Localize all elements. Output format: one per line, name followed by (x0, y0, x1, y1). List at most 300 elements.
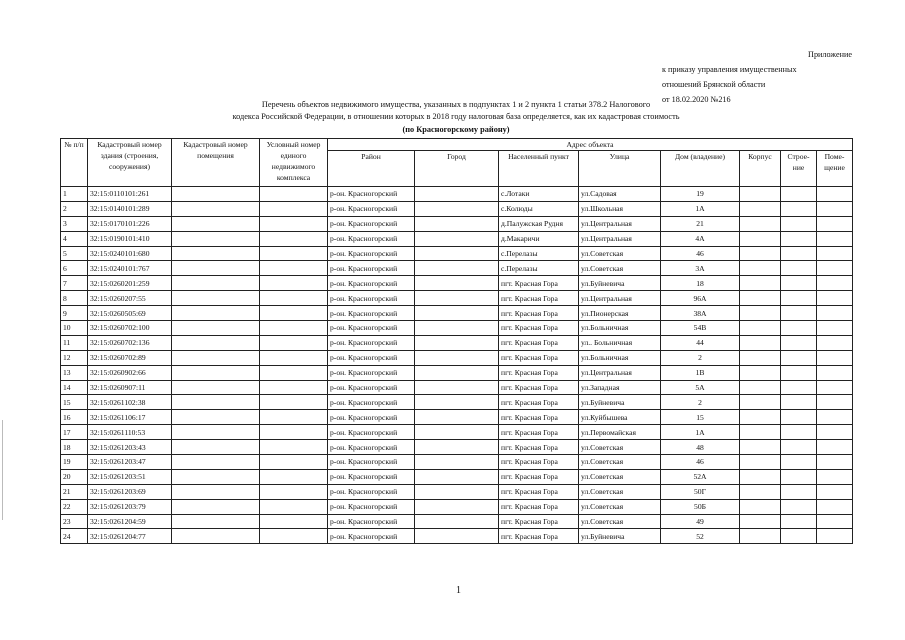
cell-street: ул.Первомайская (579, 425, 661, 440)
cell-district: р-он. Красногорский (328, 440, 415, 455)
cell-stroenie (781, 291, 817, 306)
cell-city (415, 440, 499, 455)
cell-settlement: пгт. Красная Гора (499, 469, 579, 484)
cell-settlement: пгт. Красная Гора (499, 440, 579, 455)
cell-num: 11 (61, 335, 88, 350)
cell-district: р-он. Красногорский (328, 529, 415, 544)
cell-city (415, 261, 499, 276)
cell-district: р-он. Красногорский (328, 291, 415, 306)
cell-korpus (740, 246, 781, 261)
cell-cad-building: 32:15:0190101:410 (88, 231, 172, 246)
cell-district: р-он. Красногорский (328, 484, 415, 499)
table-row (61, 514, 853, 529)
cell-house: 18 (661, 276, 740, 291)
table-row (61, 440, 853, 455)
table-row (61, 306, 853, 321)
cell-district: р-он. Красногорский (328, 395, 415, 410)
cell-stroenie (781, 187, 817, 202)
cell-district: р-он. Красногорский (328, 201, 415, 216)
header-num: № п/п (61, 139, 88, 187)
cell-num: 17 (61, 425, 88, 440)
cell-num: 6 (61, 261, 88, 276)
cell-house: 38А (661, 306, 740, 321)
cell-city (415, 350, 499, 365)
cell-stroenie (781, 499, 817, 514)
cell-pomeshenie (817, 499, 853, 514)
cell-district: р-он. Красногорский (328, 216, 415, 231)
cell-street: ул.Буйневича (579, 529, 661, 544)
cell-street: ул.Советская (579, 514, 661, 529)
cell-street: ул.Советская (579, 484, 661, 499)
scan-edge-mark (2, 420, 3, 520)
cell-district: р-он. Красногорский (328, 350, 415, 365)
cell-district: р-он. Красногорский (328, 321, 415, 336)
register-body (61, 187, 853, 544)
header-cad-room: Кадастровый номер помещения (172, 139, 260, 187)
table-row (61, 216, 853, 231)
cell-cad-building: 32:15:0261102:38 (88, 395, 172, 410)
cell-stroenie (781, 335, 817, 350)
cell-stroenie (781, 261, 817, 276)
cell-stroenie (781, 395, 817, 410)
cell-cond-num (260, 499, 328, 514)
cell-num: 7 (61, 276, 88, 291)
cell-stroenie (781, 380, 817, 395)
cell-cad-room (172, 350, 260, 365)
cell-cad-room (172, 455, 260, 470)
cell-cond-num (260, 321, 328, 336)
cell-city (415, 380, 499, 395)
cell-cad-room (172, 276, 260, 291)
cell-street: ул.Школьная (579, 201, 661, 216)
cell-pomeshenie (817, 261, 853, 276)
cell-cad-room (172, 306, 260, 321)
table-row (61, 335, 853, 350)
header-district: Район (328, 151, 415, 187)
cell-settlement: пгт. Красная Гора (499, 425, 579, 440)
cell-street: ул.Центральная (579, 216, 661, 231)
cell-house: 2 (661, 395, 740, 410)
header-korpus: Корпус (740, 151, 781, 187)
cell-num: 23 (61, 514, 88, 529)
table-row (61, 455, 853, 470)
cell-district: р-он. Красногорский (328, 380, 415, 395)
cell-city (415, 216, 499, 231)
cell-cad-building: 32:15:0261203:47 (88, 455, 172, 470)
cell-korpus (740, 261, 781, 276)
cell-street: ул.Западная (579, 380, 661, 395)
cell-stroenie (781, 306, 817, 321)
cell-num: 21 (61, 484, 88, 499)
cell-num: 13 (61, 365, 88, 380)
cell-cad-room (172, 484, 260, 499)
cell-city (415, 469, 499, 484)
cell-city (415, 321, 499, 336)
cell-stroenie (781, 410, 817, 425)
cell-pomeshenie (817, 187, 853, 202)
cell-pomeshenie (817, 201, 853, 216)
cell-cond-num (260, 440, 328, 455)
cell-cond-num (260, 201, 328, 216)
cell-house: 15 (661, 410, 740, 425)
cell-street: ул.Буйневича (579, 276, 661, 291)
cell-street: ул.Советская (579, 440, 661, 455)
appendix-heading: Приложение (808, 50, 852, 59)
table-row (61, 469, 853, 484)
cell-city (415, 306, 499, 321)
cell-korpus (740, 395, 781, 410)
cell-num: 3 (61, 216, 88, 231)
cell-district: р-он. Красногорский (328, 335, 415, 350)
document-title (60, 99, 852, 136)
cell-korpus (740, 306, 781, 321)
appendix-line-department: отношений Брянской области (662, 80, 766, 89)
cell-num: 1 (61, 187, 88, 202)
cell-num: 8 (61, 291, 88, 306)
cell-city (415, 246, 499, 261)
cell-house: 2 (661, 350, 740, 365)
cell-cond-num (260, 514, 328, 529)
header-stroenie: Строе-ние (781, 151, 817, 187)
cell-cond-num (260, 306, 328, 321)
cell-cond-num (260, 365, 328, 380)
cell-settlement: д.Макаричи (499, 231, 579, 246)
cell-street: ул.. Больничная (579, 335, 661, 350)
cell-settlement: пгт. Красная Гора (499, 514, 579, 529)
cell-cad-room (172, 261, 260, 276)
cell-cond-num (260, 380, 328, 395)
cell-korpus (740, 514, 781, 529)
cell-cad-building: 32:15:0261110:53 (88, 425, 172, 440)
cell-house: 52 (661, 529, 740, 544)
cell-cad-building: 32:15:0260207:55 (88, 291, 172, 306)
cell-cad-building: 32:15:0261203:43 (88, 440, 172, 455)
header-settlement: Населенный пункт (499, 151, 579, 187)
cell-num: 22 (61, 499, 88, 514)
cell-num: 2 (61, 201, 88, 216)
cell-num: 5 (61, 246, 88, 261)
cell-district: р-он. Красногорский (328, 469, 415, 484)
table-row (61, 350, 853, 365)
cell-stroenie (781, 469, 817, 484)
table-row (61, 395, 853, 410)
header-cond-num: Условный номер единого недвижимого комплекса (260, 139, 328, 187)
cell-house: 50Г (661, 484, 740, 499)
table-row (61, 425, 853, 440)
cell-street: ул.Пионерская (579, 306, 661, 321)
cell-cad-room (172, 291, 260, 306)
cell-district: р-он. Красногорский (328, 187, 415, 202)
cell-stroenie (781, 246, 817, 261)
cell-settlement: пгт. Красная Гора (499, 499, 579, 514)
cell-settlement: д.Палужская Рудня (499, 216, 579, 231)
cell-cad-building: 32:15:0261204:59 (88, 514, 172, 529)
cell-korpus (740, 365, 781, 380)
cell-cad-room (172, 216, 260, 231)
cell-pomeshenie (817, 335, 853, 350)
cell-num: 4 (61, 231, 88, 246)
cell-stroenie (781, 276, 817, 291)
cell-pomeshenie (817, 321, 853, 336)
cell-korpus (740, 380, 781, 395)
cell-cad-room (172, 395, 260, 410)
cell-street: ул.Центральная (579, 365, 661, 380)
cell-num: 15 (61, 395, 88, 410)
cell-pomeshenie (817, 306, 853, 321)
cell-cad-building: 32:15:0260902:66 (88, 365, 172, 380)
cell-cad-building: 32:15:0261106:17 (88, 410, 172, 425)
cell-street: ул.Садовая (579, 187, 661, 202)
page-number: 1 (456, 585, 461, 596)
cell-korpus (740, 231, 781, 246)
cell-cond-num (260, 410, 328, 425)
cell-korpus (740, 440, 781, 455)
cell-cad-building: 32:15:0110101:261 (88, 187, 172, 202)
cell-cad-building: 32:15:0170101:226 (88, 216, 172, 231)
appendix-line-order: к приказу управления имущественных (662, 65, 797, 74)
cell-settlement: пгт. Красная Гора (499, 455, 579, 470)
cell-korpus (740, 201, 781, 216)
cell-stroenie (781, 350, 817, 365)
cell-house: 4А (661, 231, 740, 246)
cell-korpus (740, 425, 781, 440)
cell-city (415, 529, 499, 544)
cell-city (415, 455, 499, 470)
cell-pomeshenie (817, 380, 853, 395)
cell-city (415, 187, 499, 202)
cell-cad-room (172, 187, 260, 202)
cell-stroenie (781, 440, 817, 455)
cell-cad-building: 32:15:0261203:51 (88, 469, 172, 484)
cell-street: ул.Советская (579, 261, 661, 276)
cell-num: 14 (61, 380, 88, 395)
cell-cad-room (172, 321, 260, 336)
cell-city (415, 276, 499, 291)
cell-cad-room (172, 201, 260, 216)
cell-house: 19 (661, 187, 740, 202)
table-row (61, 187, 853, 202)
cell-korpus (740, 335, 781, 350)
cell-cond-num (260, 246, 328, 261)
cell-pomeshenie (817, 455, 853, 470)
cell-city (415, 291, 499, 306)
table-row (61, 246, 853, 261)
cell-cad-room (172, 246, 260, 261)
cell-settlement: с.Колюды (499, 201, 579, 216)
cell-street: ул.Куйбышева (579, 410, 661, 425)
cell-street: ул.Советская (579, 455, 661, 470)
cell-district: р-он. Красногорский (328, 499, 415, 514)
cell-cad-building: 32:15:0260505:69 (88, 306, 172, 321)
cell-cond-num (260, 276, 328, 291)
cell-cond-num (260, 425, 328, 440)
cell-cond-num (260, 216, 328, 231)
cell-district: р-он. Красногорский (328, 410, 415, 425)
cell-cond-num (260, 529, 328, 544)
cell-cad-building: 32:15:0240101:767 (88, 261, 172, 276)
cell-district: р-он. Красногорский (328, 246, 415, 261)
cell-house: 5А (661, 380, 740, 395)
cell-city (415, 514, 499, 529)
cell-num: 10 (61, 321, 88, 336)
cell-num: 12 (61, 350, 88, 365)
cell-cad-building: 32:15:0261204:77 (88, 529, 172, 544)
cell-pomeshenie (817, 529, 853, 544)
cell-pomeshenie (817, 276, 853, 291)
cell-cond-num (260, 395, 328, 410)
cell-cad-room (172, 365, 260, 380)
cell-cond-num (260, 335, 328, 350)
table-row (61, 499, 853, 514)
cell-korpus (740, 455, 781, 470)
cell-stroenie (781, 231, 817, 246)
cell-cad-room (172, 410, 260, 425)
property-register-table (60, 138, 853, 544)
appendix-line-date: от 18.02.2020 №216 (662, 95, 731, 104)
cell-cad-room (172, 440, 260, 455)
cell-house: 46 (661, 246, 740, 261)
cell-korpus (740, 216, 781, 231)
cell-settlement: с.Перелазы (499, 246, 579, 261)
cell-stroenie (781, 321, 817, 336)
cell-cad-building: 32:15:0260702:136 (88, 335, 172, 350)
cell-city (415, 499, 499, 514)
table-row (61, 484, 853, 499)
cell-city (415, 335, 499, 350)
cell-city (415, 365, 499, 380)
cell-house: 49 (661, 514, 740, 529)
cell-house: 96А (661, 291, 740, 306)
cell-cad-building: 32:15:0261203:69 (88, 484, 172, 499)
cell-cond-num (260, 484, 328, 499)
appendix-block (662, 47, 852, 107)
cell-settlement: с.Лотаки (499, 187, 579, 202)
cell-pomeshenie (817, 410, 853, 425)
cell-city (415, 231, 499, 246)
cell-street: ул.Больничная (579, 321, 661, 336)
cell-settlement: пгт. Красная Гора (499, 410, 579, 425)
cell-house: 52А (661, 469, 740, 484)
cell-cad-building: 32:15:0261203:79 (88, 499, 172, 514)
cell-street: ул.Советская (579, 246, 661, 261)
cell-num: 20 (61, 469, 88, 484)
cell-cond-num (260, 469, 328, 484)
cell-house: 48 (661, 440, 740, 455)
cell-korpus (740, 529, 781, 544)
cell-pomeshenie (817, 216, 853, 231)
cell-house: 3А (661, 261, 740, 276)
cell-cond-num (260, 455, 328, 470)
cell-pomeshenie (817, 246, 853, 261)
cell-district: р-он. Красногорский (328, 455, 415, 470)
cell-street: ул.Больничная (579, 350, 661, 365)
cell-settlement: пгт. Красная Гора (499, 380, 579, 395)
cell-settlement: пгт. Красная Гора (499, 306, 579, 321)
cell-pomeshenie (817, 350, 853, 365)
title-line-2: кодекса Российской Федерации, в отношении которых в 2018 году налоговая база определяется, как их кадастровая стоимость (232, 112, 680, 122)
header-address: Адрес объекта (328, 139, 853, 151)
cell-street: ул.Центральная (579, 231, 661, 246)
cell-settlement: пгт. Красная Гора (499, 395, 579, 410)
cell-korpus (740, 469, 781, 484)
cell-street: ул.Центральная (579, 291, 661, 306)
header-house: Дом (владение) (661, 151, 740, 187)
cell-cond-num (260, 291, 328, 306)
cell-district: р-он. Красногорский (328, 425, 415, 440)
header-cad-building: Кадастровый номер здания (строения, сооружения) (88, 139, 172, 187)
cell-district: р-он. Красногорский (328, 306, 415, 321)
cell-num: 19 (61, 455, 88, 470)
cell-settlement: с.Перелазы (499, 261, 579, 276)
cell-stroenie (781, 216, 817, 231)
header-street: Улица (579, 151, 661, 187)
table-row (61, 380, 853, 395)
cell-district: р-он. Красногорский (328, 231, 415, 246)
cell-settlement: пгт. Красная Гора (499, 321, 579, 336)
cell-cad-building: 32:15:0140101:289 (88, 201, 172, 216)
table-row (61, 291, 853, 306)
cell-pomeshenie (817, 231, 853, 246)
cell-cad-building: 32:15:0240101:680 (88, 246, 172, 261)
table-row (61, 276, 853, 291)
cell-korpus (740, 291, 781, 306)
cell-district: р-он. Красногорский (328, 276, 415, 291)
cell-city (415, 201, 499, 216)
header-pomeshenie: Поме-щение (817, 151, 853, 187)
cell-pomeshenie (817, 425, 853, 440)
table-row (61, 529, 853, 544)
cell-korpus (740, 276, 781, 291)
table-row (61, 365, 853, 380)
cell-cad-room (172, 380, 260, 395)
cell-settlement: пгт. Красная Гора (499, 365, 579, 380)
cell-num: 18 (61, 440, 88, 455)
table-row (61, 201, 853, 216)
cell-cad-room (172, 529, 260, 544)
cell-district: р-он. Красногорский (328, 261, 415, 276)
cell-num: 24 (61, 529, 88, 544)
cell-stroenie (781, 201, 817, 216)
cell-cad-room (172, 469, 260, 484)
cell-settlement: пгт. Красная Гора (499, 276, 579, 291)
table-row (61, 410, 853, 425)
cell-pomeshenie (817, 365, 853, 380)
cell-settlement: пгт. Красная Гора (499, 291, 579, 306)
cell-num: 9 (61, 306, 88, 321)
cell-stroenie (781, 365, 817, 380)
cell-cad-room (172, 425, 260, 440)
cell-cond-num (260, 261, 328, 276)
cell-pomeshenie (817, 395, 853, 410)
cell-stroenie (781, 529, 817, 544)
cell-house: 54В (661, 321, 740, 336)
cell-city (415, 395, 499, 410)
cell-cad-building: 32:15:0260907:11 (88, 380, 172, 395)
cell-num: 16 (61, 410, 88, 425)
cell-stroenie (781, 425, 817, 440)
cell-stroenie (781, 455, 817, 470)
cell-house: 46 (661, 455, 740, 470)
cell-pomeshenie (817, 469, 853, 484)
table-row (61, 261, 853, 276)
cell-house: 44 (661, 335, 740, 350)
cell-cond-num (260, 350, 328, 365)
table-row (61, 321, 853, 336)
cell-cond-num (260, 187, 328, 202)
cell-settlement: пгт. Красная Гора (499, 350, 579, 365)
cell-cad-building: 32:15:0260702:100 (88, 321, 172, 336)
cell-street: ул.Буйневича (579, 395, 661, 410)
